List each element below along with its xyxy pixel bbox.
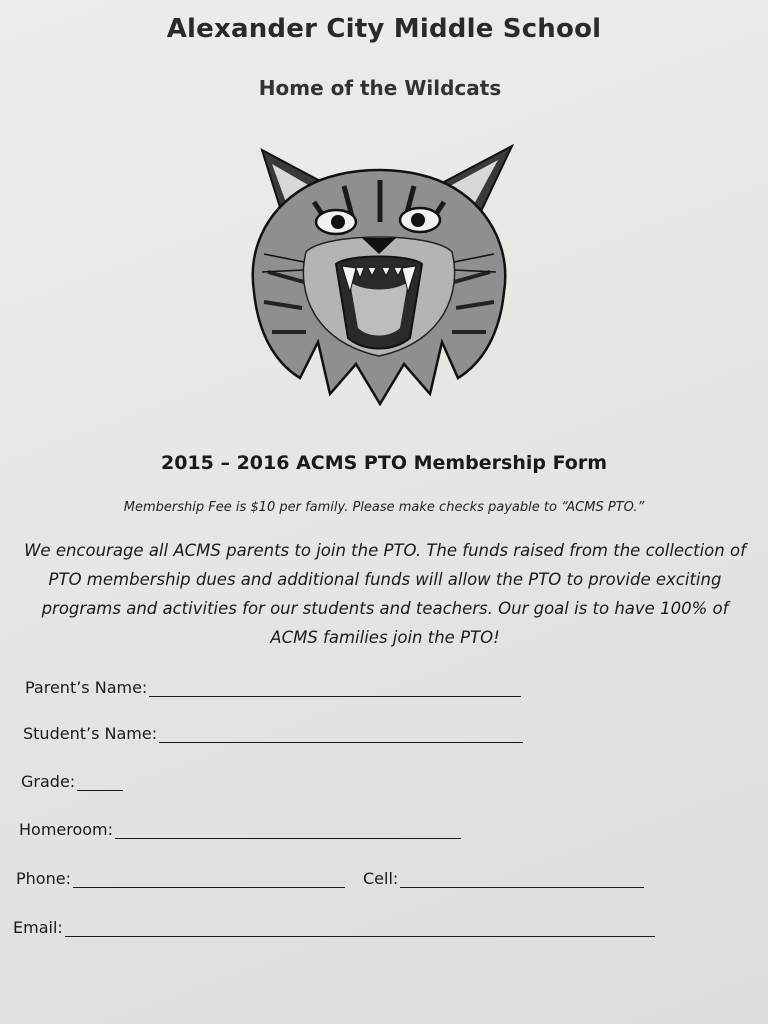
parent-name-line[interactable] xyxy=(149,680,521,697)
cell-label: Cell: xyxy=(363,869,399,888)
student-name-line[interactable] xyxy=(159,726,523,743)
parent-name-field xyxy=(25,678,521,697)
email-field xyxy=(13,918,655,937)
intro-paragraph: We encourage all ACMS parents to join the PTO. The funds raised from the collection of PTO membership dues and additional funds will allow the PTO to provide exciting programs and activities for our students and teachers. Our goal is to have 100% of ACMS families join the PTO! xyxy=(24,541,746,647)
grade-line[interactable] xyxy=(77,774,123,791)
school-name: Alexander City Middle School xyxy=(166,14,602,44)
grade-label: Grade: xyxy=(21,772,76,791)
homeroom-field xyxy=(19,820,461,839)
phone-line[interactable] xyxy=(73,871,345,888)
email-line[interactable] xyxy=(65,920,655,937)
cell-field xyxy=(363,869,644,888)
phone-field xyxy=(16,869,345,888)
parent-name-label: Parent’s Name: xyxy=(25,678,148,697)
student-name-field xyxy=(23,724,523,743)
grade-field xyxy=(21,772,123,791)
school-subtitle: Home of the Wildcats xyxy=(258,76,502,100)
phone-label: Phone: xyxy=(16,869,71,888)
homeroom-line[interactable] xyxy=(115,822,461,839)
fee-note: Membership Fee is $10 per family. Please make checks payable to “ACMS PTO.” xyxy=(123,500,645,515)
homeroom-label: Homeroom: xyxy=(19,820,114,839)
email-label: Email: xyxy=(13,918,63,937)
wildcat-mascot-icon xyxy=(244,142,514,407)
form-title: 2015 – 2016 ACMS PTO Membership Form xyxy=(160,452,608,474)
student-name-label: Student’s Name: xyxy=(23,724,158,743)
cell-line[interactable] xyxy=(400,871,644,888)
